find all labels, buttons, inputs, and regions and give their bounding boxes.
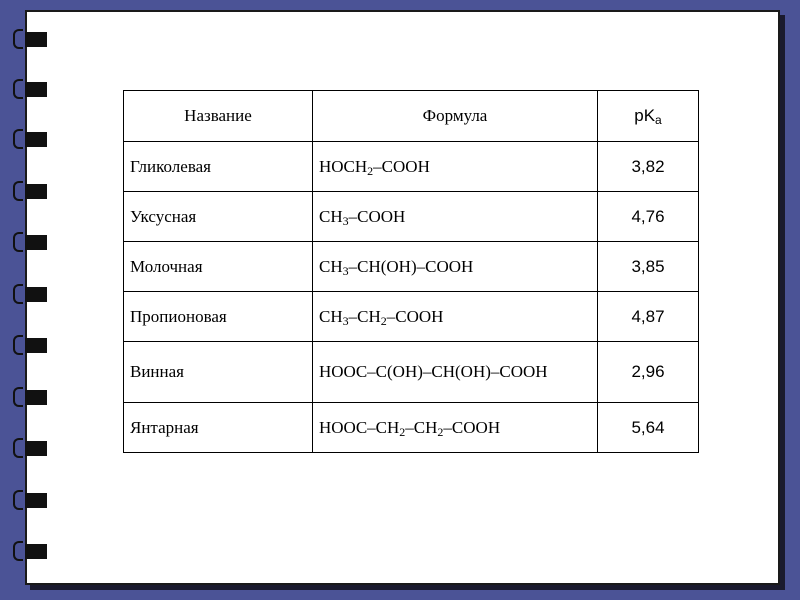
formula-part: CH <box>319 256 343 276</box>
ring-loop <box>13 129 23 149</box>
ring-hole <box>25 390 47 405</box>
ring-loop <box>13 438 23 458</box>
table-row <box>124 292 699 342</box>
formula-part: –CH <box>348 306 381 326</box>
formula-part: CH <box>319 306 343 326</box>
binder-ring <box>13 284 47 306</box>
acid-pka: 4,87 <box>598 292 699 342</box>
acids-table <box>123 90 699 453</box>
binder-ring <box>13 232 47 254</box>
acid-formula <box>313 242 598 292</box>
acid-formula <box>313 292 598 342</box>
binder-ring <box>13 29 47 51</box>
formula-part: CH <box>319 206 343 226</box>
formula-part: –CH(OH)–COOH <box>348 256 474 276</box>
ring-loop <box>13 490 23 510</box>
formula-part: –COOH <box>386 306 444 326</box>
formula-part: –COOH <box>443 417 501 437</box>
ring-loop <box>13 232 23 252</box>
acid-formula <box>313 342 598 403</box>
acid-formula <box>313 192 598 242</box>
ring-hole <box>25 82 47 97</box>
ring-hole <box>25 132 47 147</box>
ring-hole <box>25 441 47 456</box>
acid-pka: 3,85 <box>598 242 699 292</box>
table-row <box>124 403 699 453</box>
table-row <box>124 242 699 292</box>
ring-hole <box>25 338 47 353</box>
ring-loop <box>13 387 23 407</box>
header-name: Название <box>124 91 313 142</box>
formula-part: HOCH <box>319 156 368 176</box>
header-pka-main: pK <box>634 106 656 125</box>
formula-subscript: 3 <box>342 313 349 328</box>
formula-subscript: 3 <box>342 263 349 278</box>
ring-loop <box>13 79 23 99</box>
ring-loop <box>13 284 23 304</box>
ring-loop <box>13 181 23 201</box>
formula-subscript: 2 <box>380 313 387 328</box>
binder-ring <box>13 490 47 512</box>
acid-pka: 4,76 <box>598 192 699 242</box>
ring-hole <box>25 544 47 559</box>
ring-hole <box>25 184 47 199</box>
acid-name: Молочная <box>124 242 313 292</box>
binder-ring <box>13 335 47 357</box>
acid-name: Пропионовая <box>124 292 313 342</box>
ring-hole <box>25 32 47 47</box>
binder-ring <box>13 387 47 409</box>
formula-part: HOOC–C(OH)–CH(OH)–COOH <box>319 362 548 381</box>
table-header-row <box>124 91 699 142</box>
ring-hole <box>25 235 47 250</box>
binder-ring <box>13 181 47 203</box>
formula-part: HOOC–CH <box>319 417 400 437</box>
ring-loop <box>13 541 23 561</box>
ring-loop <box>13 29 23 49</box>
header-pka <box>598 91 699 142</box>
formula-part: –COOH <box>348 206 406 226</box>
formula-subscript: 3 <box>342 213 349 228</box>
acid-name: Янтарная <box>124 403 313 453</box>
binder-ring <box>13 541 47 563</box>
acid-name: Уксусная <box>124 192 313 242</box>
ring-loop <box>13 335 23 355</box>
acid-name: Гликолевая <box>124 142 313 192</box>
header-formula: Формула <box>313 91 598 142</box>
acid-pka: 2,96 <box>598 342 699 403</box>
binder-ring <box>13 79 47 101</box>
formula-subscript: 2 <box>367 163 374 178</box>
acid-pka: 3,82 <box>598 142 699 192</box>
binder-ring <box>13 129 47 151</box>
acid-formula <box>313 403 598 453</box>
acid-name: Винная <box>124 342 313 403</box>
acid-formula <box>313 142 598 192</box>
formula-part: –CH <box>405 417 438 437</box>
binder-ring <box>13 438 47 460</box>
formula-part: –COOH <box>373 156 430 176</box>
ring-hole <box>25 287 47 302</box>
formula-subscript: 2 <box>399 424 406 439</box>
table-row <box>124 192 699 242</box>
acid-pka: 5,64 <box>598 403 699 453</box>
table-row <box>124 342 699 403</box>
table-row <box>124 142 699 192</box>
notebook-page <box>25 10 780 585</box>
header-pka-sub: a <box>655 113 662 127</box>
formula-subscript: 2 <box>437 424 444 439</box>
ring-hole <box>25 493 47 508</box>
